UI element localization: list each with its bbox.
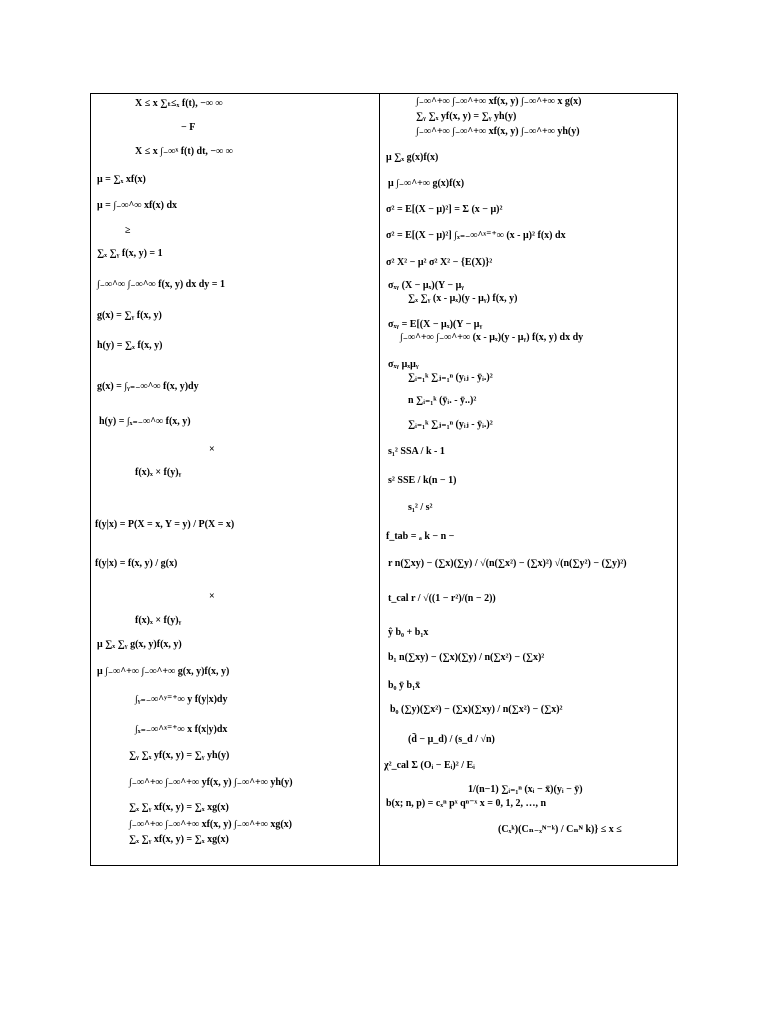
right-formula-31: (Cₓᵏ)(Cₙ₋ₓᴺ⁻ᵏ) / Cₙᴺ k)} ≤ x ≤ <box>498 824 622 835</box>
right-formula-27: (d̄ − μ_d) / (s_d / √n) <box>408 734 495 745</box>
left-formula-20: μ ∫₋∞^+∞ ∫₋∞^+∞ g(x, y)f(x, y) <box>97 666 230 677</box>
formula-table <box>90 93 678 866</box>
left-formula-24: ∫₋∞^+∞ ∫₋∞^+∞ yf(x, y) ∫₋∞^+∞ yh(y) <box>129 777 293 788</box>
left-formula-22: ∫ₓ₌₋∞^ˣ⁼⁺∞ x f(x|y)dx <box>135 724 228 735</box>
right-formula-18: s² SSE / k(n − 1) <box>388 475 457 486</box>
right-formula-30: b(x; n, p) = cₓⁿ pˣ qⁿ⁻ˣ x = 0, 1, 2, …, n <box>386 798 547 809</box>
left-formula-23: ∑ᵧ ∑ₓ yf(x, y) = ∑ᵧ yh(y) <box>129 750 230 761</box>
left-formula-15: f(y|x) = P(X = x, Y = y) / P(X = x) <box>95 519 235 530</box>
right-formula-9: σₓᵧ (X − μₓ)(Y − μᵧ <box>388 280 465 291</box>
right-formula-22: t_cal r / √((1 − r²)/(n − 2)) <box>388 593 496 604</box>
right-formula-24: b₁ n(∑xy) − (∑x)(∑y) / n(∑x²) − (∑x)² <box>388 652 545 663</box>
left-formula-14: f(x)ₓ × f(y)ᵧ <box>135 467 182 478</box>
left-formula-12: h(y) = ∫ₓ₌₋∞^∞ f(x, y) <box>99 416 191 427</box>
right-formula-29: 1/(n−1) ∑ᵢ₌₁ⁿ (xᵢ − x̄)(yᵢ − ȳ) <box>468 784 583 795</box>
left-formula-7: ∑ₓ ∑ᵧ f(x, y) = 1 <box>97 248 163 259</box>
right-formula-6: σ² = E[(X − μ)²] = Σ (x − μ)² <box>386 204 503 215</box>
left-formula-5: μ = ∫₋∞^∞ xf(x) dx <box>97 200 178 211</box>
right-formula-4: μ ∑ₓ g(x)f(x) <box>386 152 439 163</box>
right-formula-23: ŷ b₀ + b₁x <box>388 627 429 638</box>
left-column <box>91 94 379 865</box>
right-formula-1: ∫₋∞^+∞ ∫₋∞^+∞ xf(x, y) ∫₋∞^+∞ x g(x) <box>416 96 582 107</box>
right-formula-7: σ² = E[(X − μ)²] ∫ₓ₌₋∞^ˣ⁼⁺∞ (x - μ)² f(x) dx <box>386 230 566 241</box>
right-formula-21: r n(∑xy) − (∑x)(∑y) / √(n(∑x²) − (∑x)²) √(n(∑y²) − (∑y)²) <box>388 558 627 569</box>
right-formula-28: χ²_cal Σ (Oᵢ − Eᵢ)² / Eᵢ <box>384 760 475 771</box>
left-formula-18: f(x)ₓ × f(y)ᵧ <box>135 615 182 626</box>
right-formula-3: ∫₋∞^+∞ ∫₋∞^+∞ xf(x, y) ∫₋∞^+∞ yh(y) <box>416 126 580 137</box>
right-formula-2: ∑ᵧ ∑ₓ yf(x, y) = ∑ᵧ yh(y) <box>416 111 517 122</box>
right-formula-16: ∑ᵢ₌₁ᵏ ∑ⱼ₌₁ⁿ (yᵢⱼ - ȳᵢ.)² <box>408 419 493 430</box>
left-formula-8: ∫₋∞^∞ ∫₋∞^∞ f(x, y) dx dy = 1 <box>97 279 225 290</box>
right-formula-8: σ² X² − μ² σ² X² − {E(X)}² <box>386 257 493 268</box>
right-column <box>380 94 678 865</box>
right-formula-5: μ ∫₋∞^+∞ g(x)f(x) <box>388 178 465 189</box>
right-formula-26: b₀ (∑y)(∑x²) − (∑x)(∑xy) / n(∑x²) − (∑x)² <box>390 704 563 715</box>
right-formula-25: b₀ ȳ b₁x̄ <box>388 680 421 691</box>
left-formula-13: × <box>209 444 215 455</box>
left-formula-16: f(y|x) = f(x, y) / g(x) <box>95 558 178 569</box>
left-formula-17: × <box>209 591 215 602</box>
right-formula-19: s₁² / s² <box>408 502 433 513</box>
left-formula-4: μ = ∑ₓ xf(x) <box>97 174 146 185</box>
left-formula-3: X ≤ x ∫₋∞ˣ f(t) dt, −∞ ∞ <box>135 146 233 157</box>
right-formula-15: n ∑ᵢ₌₁ᵏ (ȳᵢ. - ȳ..)² <box>408 395 477 406</box>
left-formula-9: g(x) = ∑ᵧ f(x, y) <box>97 310 162 321</box>
right-formula-11: σₓᵧ = E[(X − μₓ)(Y − μᵧ <box>388 319 483 330</box>
left-formula-2: − F <box>181 122 196 133</box>
left-formula-11: g(x) = ∫ᵧ₌₋∞^∞ f(x, y)dy <box>97 381 199 392</box>
right-formula-10: ∑ₓ ∑ᵧ (x - μₓ)(y - μᵧ) f(x, y) <box>408 293 518 304</box>
right-formula-17: s₁² SSA / k - 1 <box>388 446 445 457</box>
left-formula-27: ∑ₓ ∑ᵧ xf(x, y) = ∑ₓ xg(x) <box>129 834 229 845</box>
left-formula-25: ∑ₓ ∑ᵧ xf(x, y) = ∑ₓ xg(x) <box>129 802 229 813</box>
left-formula-6: ≥ <box>125 225 131 236</box>
right-formula-13: σₓᵧ μₓμᵧ <box>388 359 419 370</box>
left-formula-10: h(y) = ∑ₓ f(x, y) <box>97 340 163 351</box>
right-formula-20: f_tab = ₐ k − n − <box>386 531 455 542</box>
left-formula-26: ∫₋∞^+∞ ∫₋∞^+∞ xf(x, y) ∫₋∞^+∞ xg(x) <box>129 819 293 830</box>
right-formula-12: ∫₋∞^+∞ ∫₋∞^+∞ (x - μₓ)(y - μᵧ) f(x, y) dx dy <box>400 332 584 343</box>
right-formula-14: ∑ᵢ₌₁ᵏ ∑ⱼ₌₁ⁿ (yᵢⱼ - ȳᵢ.)² <box>408 372 493 383</box>
left-formula-1: X ≤ x ∑ₜ≤ₓ f(t), −∞ ∞ <box>135 98 223 109</box>
left-formula-19: μ ∑ₓ ∑ᵧ g(x, y)f(x, y) <box>97 639 182 650</box>
left-formula-21: ∫ᵧ₌₋∞^ʸ⁼⁺∞ y f(y|x)dy <box>135 694 228 705</box>
